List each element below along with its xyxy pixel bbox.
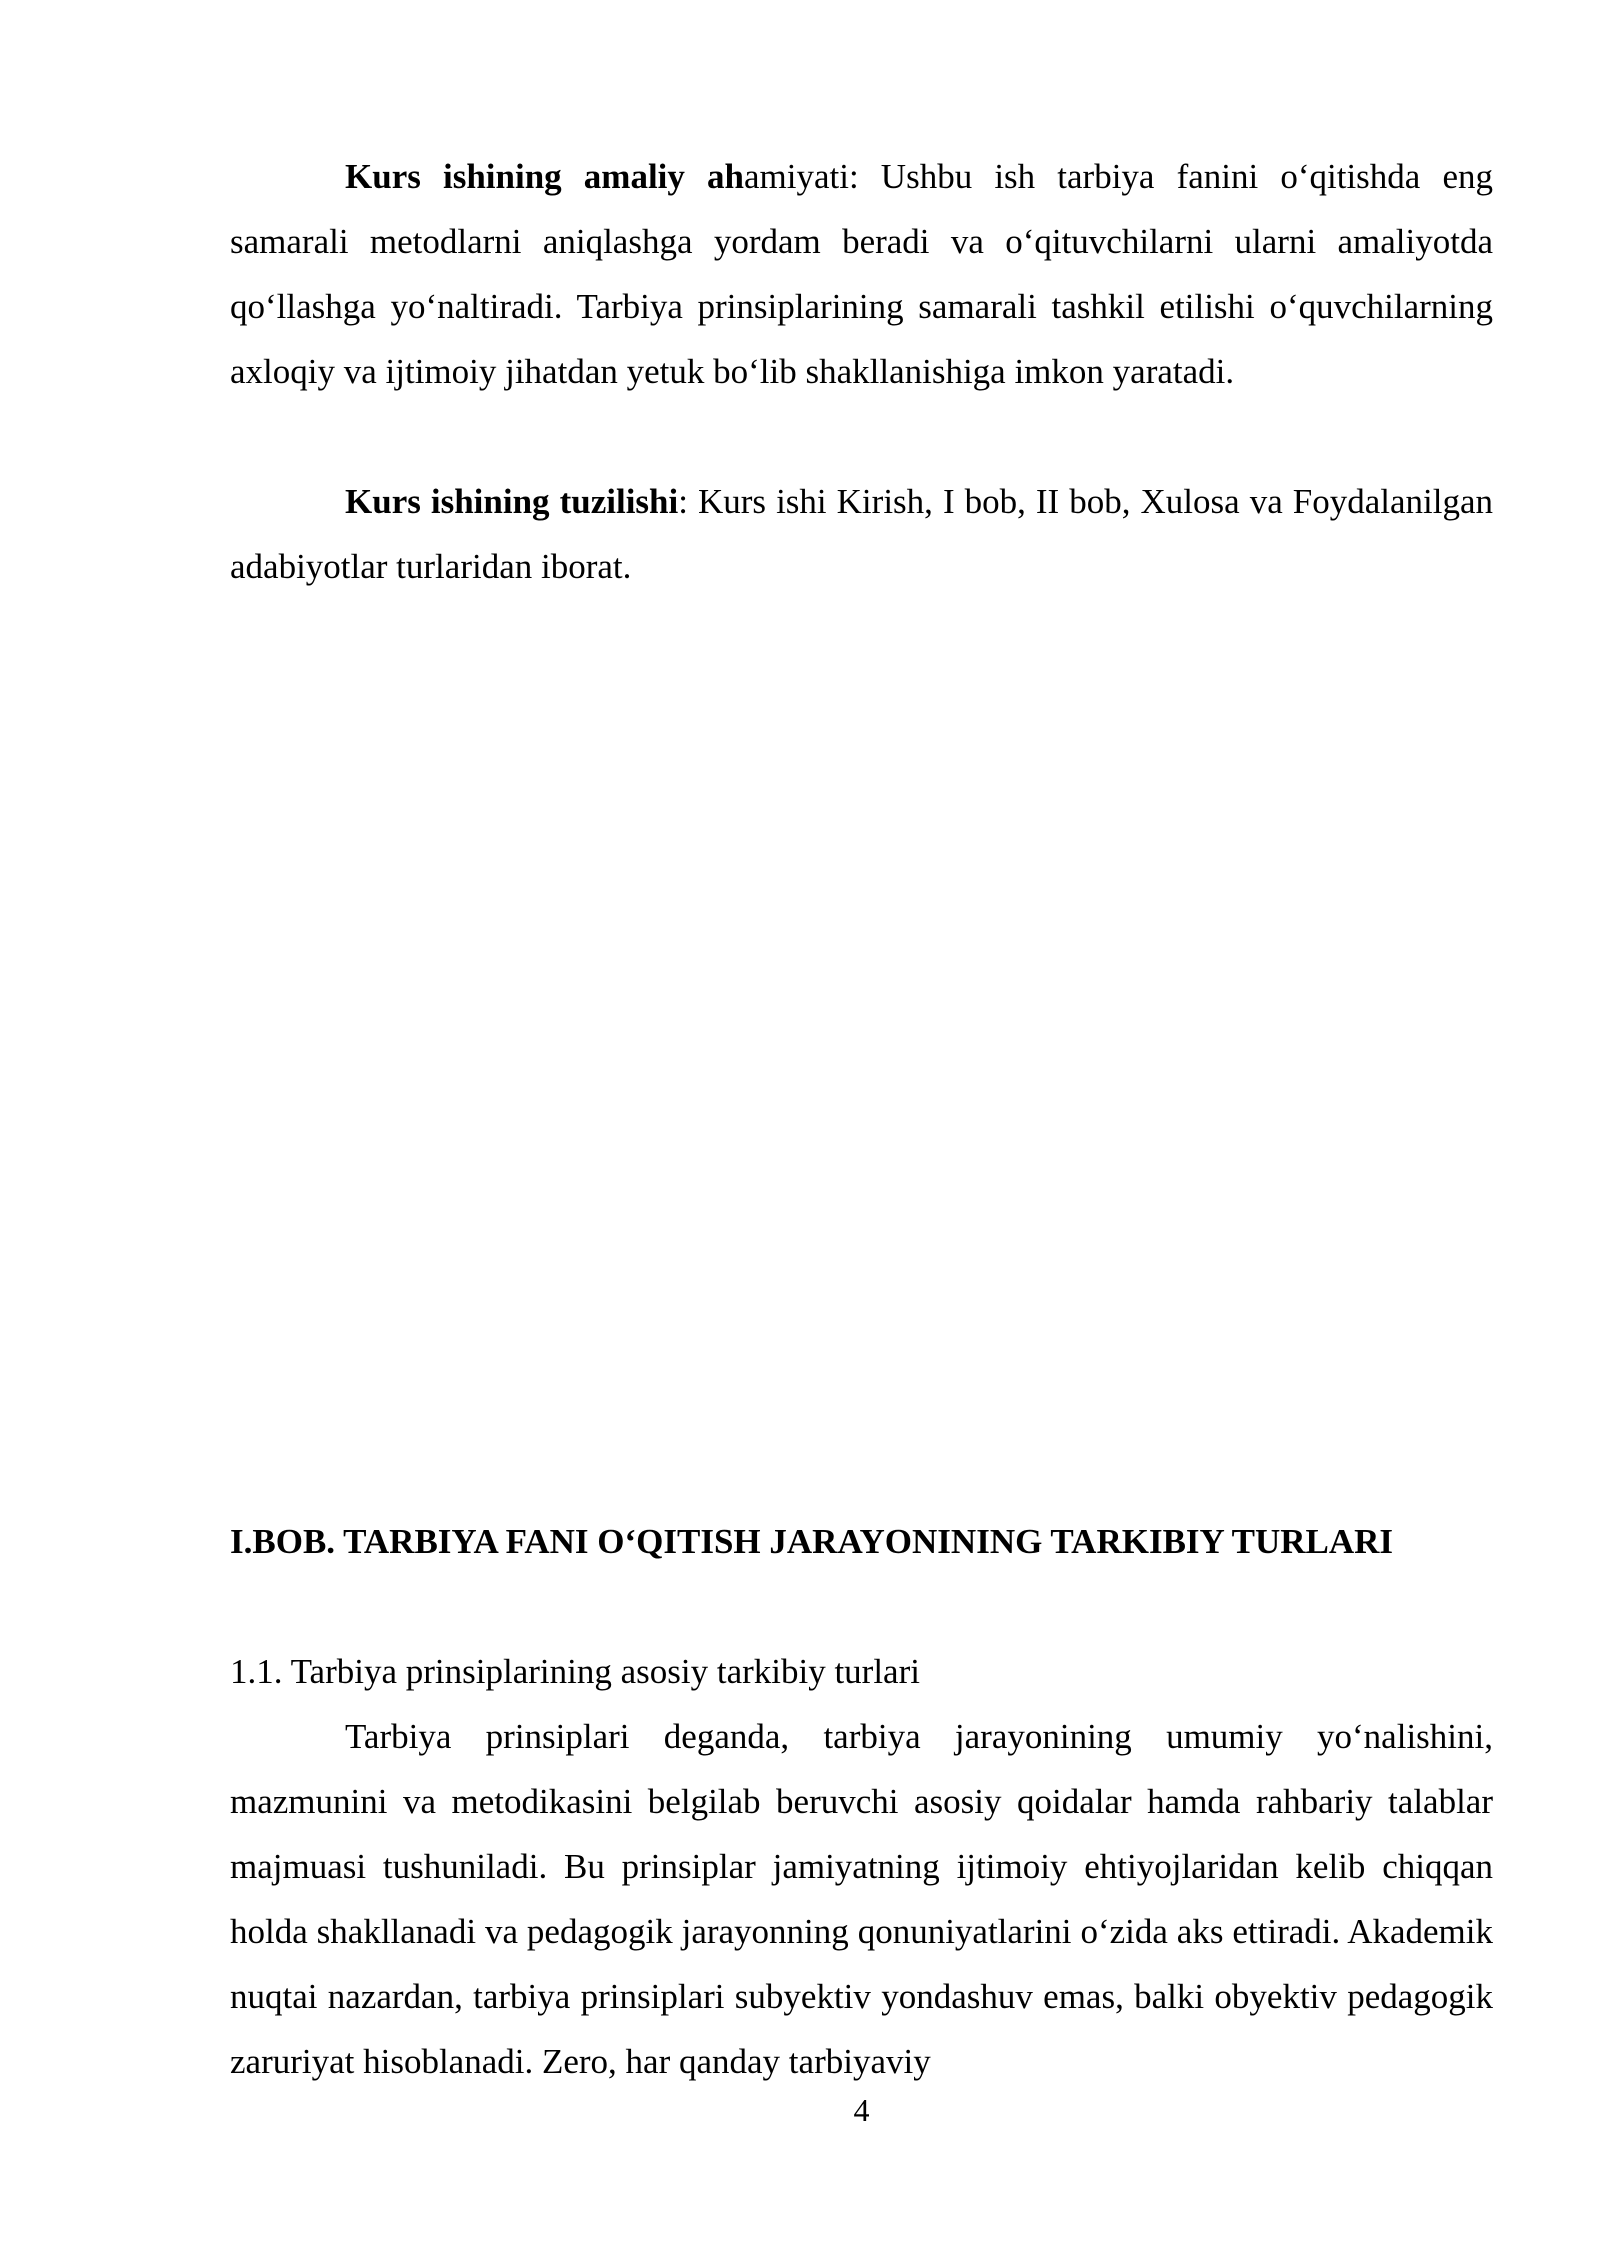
- paragraph-bold-lead: Kurs ishining amaliy ah: [345, 157, 744, 196]
- chapter-heading: I.BOB. TARBIYA FANI O‘QITISH JARAYONINING TARKIBIY TURLARI: [230, 1522, 1394, 1561]
- paragraph-text: : Kurs ishi Kirish, I bob, II bob, Xulosa va Foydalanilgan adabiyotlar turlaridan iborat.: [230, 482, 1493, 586]
- paragraph-bold-lead: Kurs ishining tuzilishi: [345, 482, 679, 521]
- paragraph-structure: [230, 469, 1493, 599]
- section-heading: 1.1. Tarbiya prinsiplarining asosiy tarkibiy turlari: [230, 1652, 920, 1691]
- paragraph-practical-significance: [230, 144, 1493, 404]
- paragraph-principles-definition: Tarbiya prinsiplari deganda, tarbiya jarayonining umumiy yo‘nalishini, mazmunini va metodikasini belgilab beruvchi asosiy qoidalar hamda rahbariy talablar majmuasi tushuniladi. Bu prinsiplar jamiyatning ijtimoiy ehtiyojlaridan kelib chiqqan holda shakllanadi va pedagogik jarayonning qonuniyatlarini o‘zida aks ettiradi. Akademik nuqtai nazardan, tarbiya prinsiplari subyektiv yondashuv emas, balki obyektiv pedagogik zaruriyat hisoblanadi. Zero, har qanday tarbiyaviy: [230, 1717, 1493, 2081]
- paragraph-text: amiyati: Ushbu ish tarbiya fanini o‘qitishda eng samarali metodlarni aniqlashga yordam beradi va o‘qituvchilarni ularni amaliyotda qo‘llashga yo‘naltiradi. Tarbiya prinsiplarining samarali tashkil etilishi o‘quvchilarning axloqiy va ijtimoiy jihatdan yetuk bo‘lib shakllanishiga imkon yaratadi.: [230, 157, 1493, 391]
- page-number: 4: [853, 2092, 870, 2128]
